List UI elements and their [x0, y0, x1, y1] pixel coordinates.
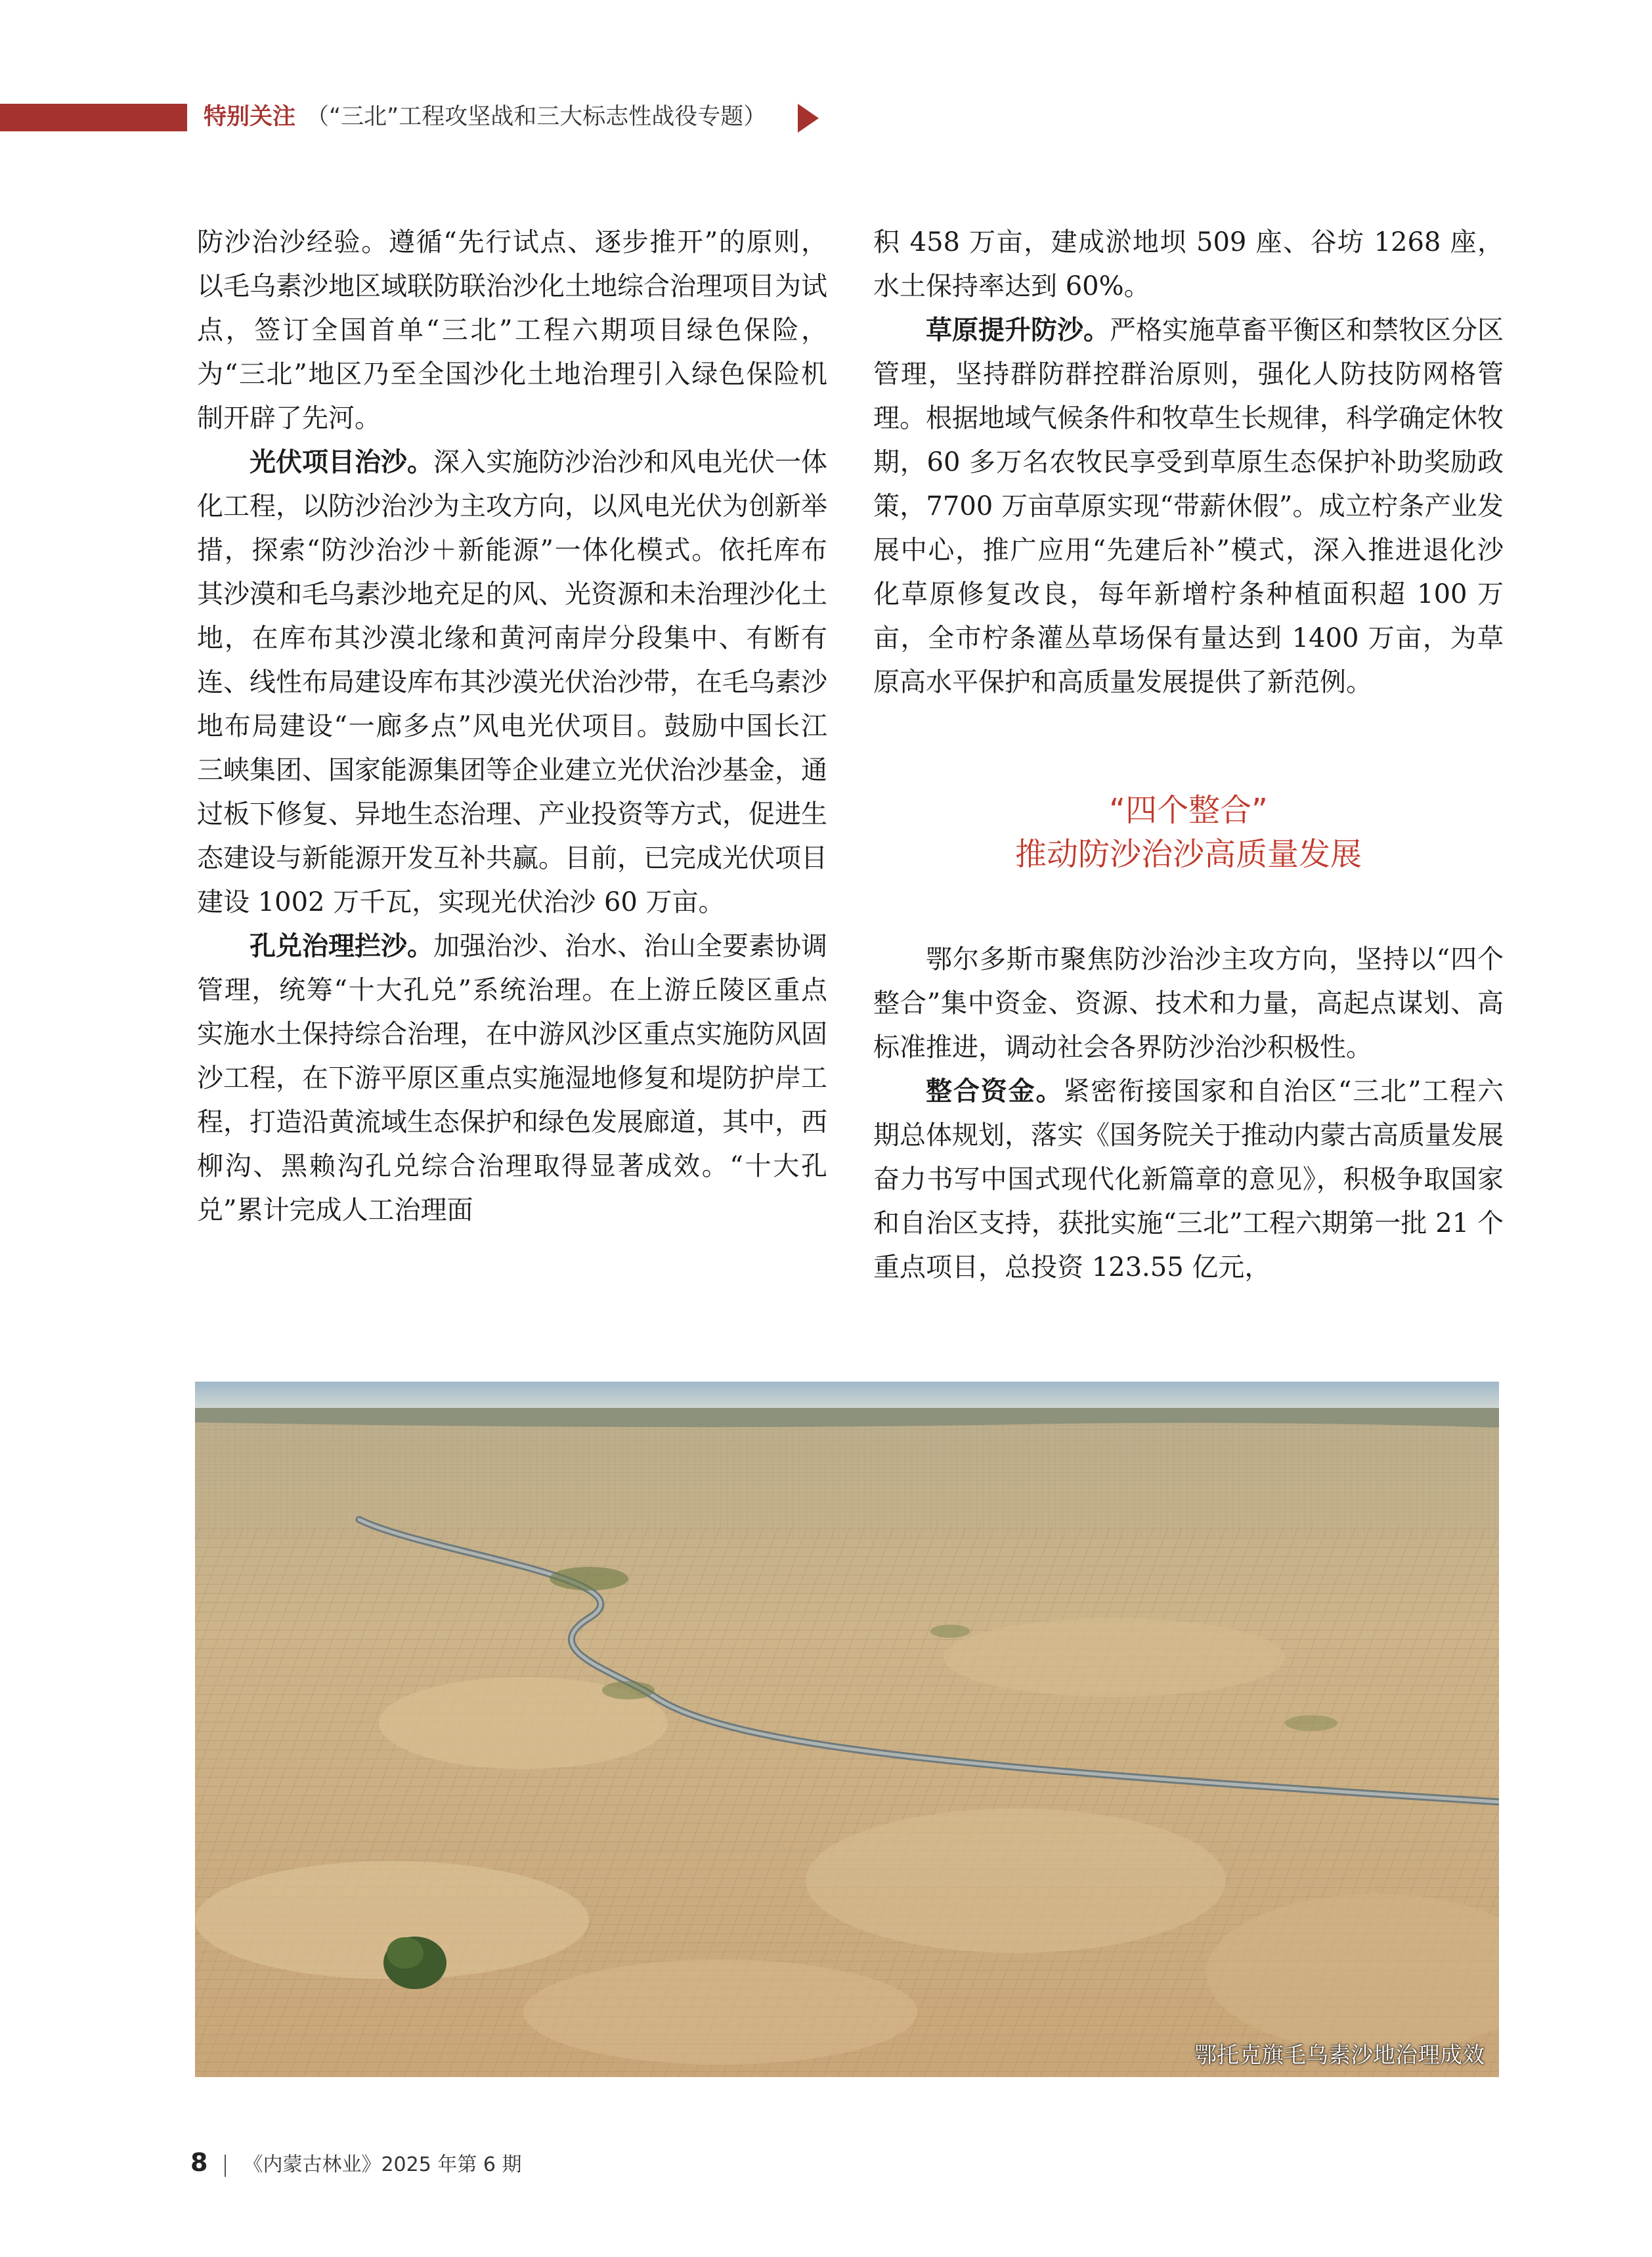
paragraph-lead: 整合资金。 [926, 1076, 1064, 1107]
paragraph-body: 紧密衔接国家和自治区“三北”工程六期总体规划，落实《国务院关于推动内蒙古高质量发展奋力书写中国式现代化新篇章的意见》，积极争取国家和自治区支持，获批实施“三北”工程六期第一批 21 个重点项目，总投资 123.55 亿元， [873, 1076, 1504, 1282]
paragraph-lead: 光伏项目治沙。 [250, 447, 433, 477]
section-heading-line2: 推动防沙治沙高质量发展 [1014, 836, 1362, 873]
right-column [873, 221, 1504, 1290]
aerial-desert-photo [195, 1382, 1499, 2077]
paragraph-grassland [873, 309, 1504, 705]
paragraph-lead: 草原提升防沙。 [926, 315, 1110, 345]
page-footer [190, 2146, 522, 2179]
paragraph-continued: 防沙治沙经验。遵循“先行试点、逐步推开”的原则，以毛乌素沙地区域联防联治沙化土地综合治理项目为试点，签订全国首单“三北”工程六期项目绿色保险，为“三北”地区乃至全国沙化土地治理引入绿色保险机制开辟了先河。 [197, 227, 827, 433]
header-topic: （“三北”工程攻坚战和三大标志性战役专题） [306, 104, 767, 130]
paragraph-intro: 鄂尔多斯市聚焦防沙治沙主攻方向，坚持以“四个整合”集中资金、资源、技术和力量，高起点谋划、高标准推进，调动社会各界防沙治沙积极性。 [873, 944, 1504, 1063]
paragraph-pv-sand-control [197, 441, 827, 925]
paragraph-funding [873, 1070, 1504, 1290]
page-number: 8 [190, 2148, 208, 2177]
header-arrow-icon [798, 104, 819, 133]
paragraph-continued: 积 458 万亩，建成淤地坝 509 座、谷坊 1268 座，水土保持率达到 60%。 [873, 227, 1504, 301]
publication-name: 《内蒙古林业》2025 年第 6 期 [243, 2153, 522, 2176]
footer-divider [225, 2155, 226, 2177]
section-heading [873, 789, 1504, 877]
paragraph-body: 深入实施防沙治沙和风电光伏一体化工程，以防沙治沙为主攻方向，以风电光伏为创新举措，探索“防沙治沙＋新能源”一体化模式。依托库布其沙漠和毛乌素沙地充足的风、光资源和未治理沙化土地，在库布其沙漠北缘和黄河南岸分段集中、有断有连、线性布局建设库布其沙漠光伏治沙带，在毛乌素沙地布局建设“一廊多点”风电光伏项目。鼓励中国长江三峡集团、国家能源集团等企业建立光伏治沙基金，通过板下修复、异地生态治理、产业投资等方式，促进生态建设与新能源开发互补共赢。目前，已完成光伏项目建设 1002 万千瓦，实现光伏治沙 60 万亩。 [197, 447, 827, 917]
photo-caption: 鄂托克旗毛乌素沙地治理成效 [1194, 2042, 1485, 2069]
running-header [204, 97, 766, 137]
left-column [197, 221, 827, 1233]
paragraph-lead: 孔兑治理拦沙。 [250, 931, 433, 961]
header-section-title: 特别关注 [204, 104, 296, 130]
header-accent-bar [0, 104, 187, 131]
section-heading-line1: “四个整合” [1109, 792, 1268, 829]
paragraph-kongdui-control [197, 925, 827, 1233]
paragraph-body: 加强治沙、治水、治山全要素协调管理，统筹“十大孔兑”系统治理。在上游丘陵区重点实施水土保持综合治理，在中游风沙区重点实施防风固沙工程，在下游平原区重点实施湿地修复和堤防护岸工程，打造沿黄流域生态保护和绿色发展廊道，其中，西柳沟、黑赖沟孔兑综合治理取得显著成效。“十大孔兑”累计完成人工治理面 [197, 931, 827, 1225]
paragraph-body: 严格实施草畜平衡区和禁牧区分区管理，坚持群防群控群治原则，强化人防技防网格管理。根据地域气候条件和牧草生长规律，科学确定休牧期，60 多万名农牧民享受到草原生态保护补助奖励政策，7700 万亩草原实现“带薪休假”。成立柠条产业发展中心，推广应用“先建后补”模式，深入推进退化沙化草原修复改良，每年新增柠条种植面积超 100 万亩，全市柠条灌丛草场保有量达到 1400 万亩，为草原高水平保护和高质量发展提供了新范例。 [873, 315, 1504, 697]
desert-landscape-illustration [195, 1382, 1499, 2077]
